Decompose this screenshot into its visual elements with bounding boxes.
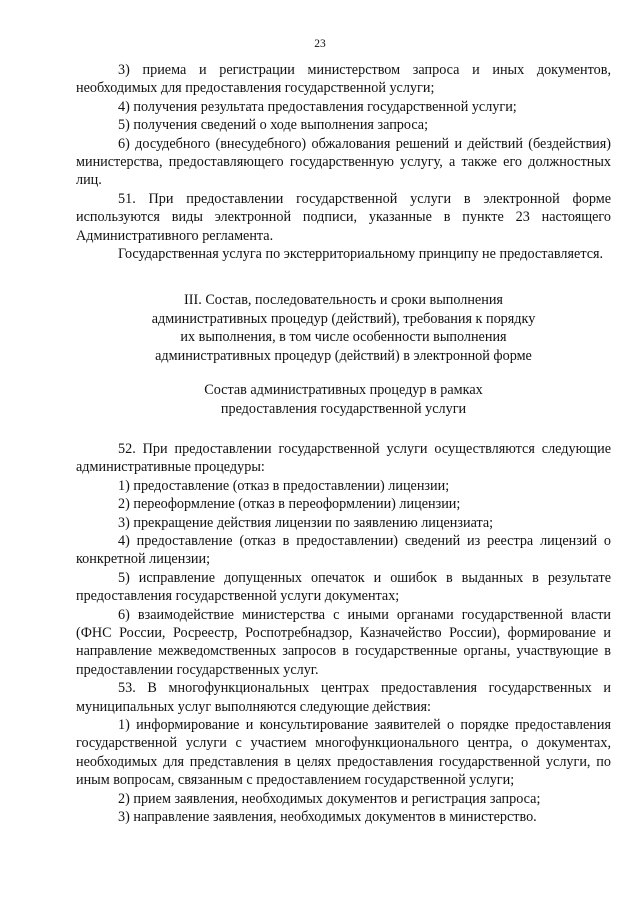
paragraph-51: 51. При предоставлении государственной услуги в электронной форме используются виды электронной подписи, указанные в пункте 23 настоящего Административного регламента. bbox=[76, 190, 611, 244]
paragraph-53: 53. В многофункциональных центрах предоставления государственных и муниципальных услуг выполняются следующие действия: bbox=[76, 680, 611, 715]
paragraph-item-4: 4) получения результата предоставления государственной услуги; bbox=[118, 98, 517, 115]
document-body bbox=[76, 61, 611, 826]
sub-heading-line: Состав административных процедур в рамках bbox=[204, 382, 483, 399]
paragraph-item-6: 6) досудебного (внесудебного) обжалования решений и действий (бездействия) министерства, предоставляющего государственную услугу, а также его должностных лиц. bbox=[76, 135, 611, 189]
section-heading-line: административных процедур (действий), требования к порядку bbox=[151, 310, 536, 327]
paragraph-53-item-1: 1) информирование и консультирование заявителей о порядке предоставления государственной услуги с участием многофункционального центра, о документах, необходимых для представления в целях предоставления государственной услуги, по иным вопросам, связанным с предоставлением государственной услуги; bbox=[76, 717, 611, 789]
sub-heading-line: предоставления государственной услуги bbox=[220, 400, 467, 417]
page-number: 23 bbox=[314, 38, 326, 50]
paragraph-52-item-6: 6) взаимодействие министерства с иными органами государственной власти (ФНС России, Росреестр, Роспотребнадзор, Казначейство России), формирование и направление межведомственных запросов в государственные органы, участвующие в предоставлении государственных услуг. bbox=[76, 606, 611, 678]
paragraph-item-3: 3) приема и регистрации министерством запроса и иных документов, необходимых для предоставления государственной услуги; bbox=[76, 62, 611, 97]
section-heading-line: административных процедур (действий) в электронной форме bbox=[155, 347, 532, 364]
sub-heading bbox=[76, 381, 611, 418]
paragraph-52-item-2: 2) переоформление (отказ в переоформлении) лицензии; bbox=[118, 496, 461, 513]
paragraph-52: 52. При предоставлении государственной услуги осуществляются следующие административные процедуры: bbox=[76, 440, 611, 476]
block-procedures bbox=[76, 440, 611, 827]
paragraph-52-item-5: 5) исправление допущенных опечаток и ошибок в выданных в результате предоставления государственной услуги документах; bbox=[76, 569, 611, 605]
paragraph-52-item-3: 3) прекращение действия лицензии по заявлению лицензиата; bbox=[118, 514, 494, 531]
block-delivery-items bbox=[76, 61, 611, 263]
section-heading bbox=[76, 291, 611, 365]
paragraph-52-item-4: 4) предоставление (отказ в предоставлении) сведений из реестра лицензий о конкретной лицензии; bbox=[76, 532, 611, 568]
section-heading-line: их выполнения, в том числе особенности выполнения bbox=[180, 329, 507, 346]
paragraph-53-item-2: 2) прием заявления, необходимых документов и регистрация запроса; bbox=[118, 790, 541, 807]
paragraph-53-item-3: 3) направление заявления, необходимых документов в министерство. bbox=[118, 809, 537, 826]
paragraph-item-5: 5) получения сведений о ходе выполнения запроса; bbox=[118, 117, 429, 134]
paragraph-extraterritorial: Государственная услуга по экстерриториальному принципу не предоставляется. bbox=[118, 246, 604, 263]
section-heading-line: III. Состав, последовательность и сроки выполнения bbox=[184, 292, 503, 309]
paragraph-52-item-1: 1) предоставление (отказ в предоставлении) лицензии; bbox=[118, 477, 450, 494]
